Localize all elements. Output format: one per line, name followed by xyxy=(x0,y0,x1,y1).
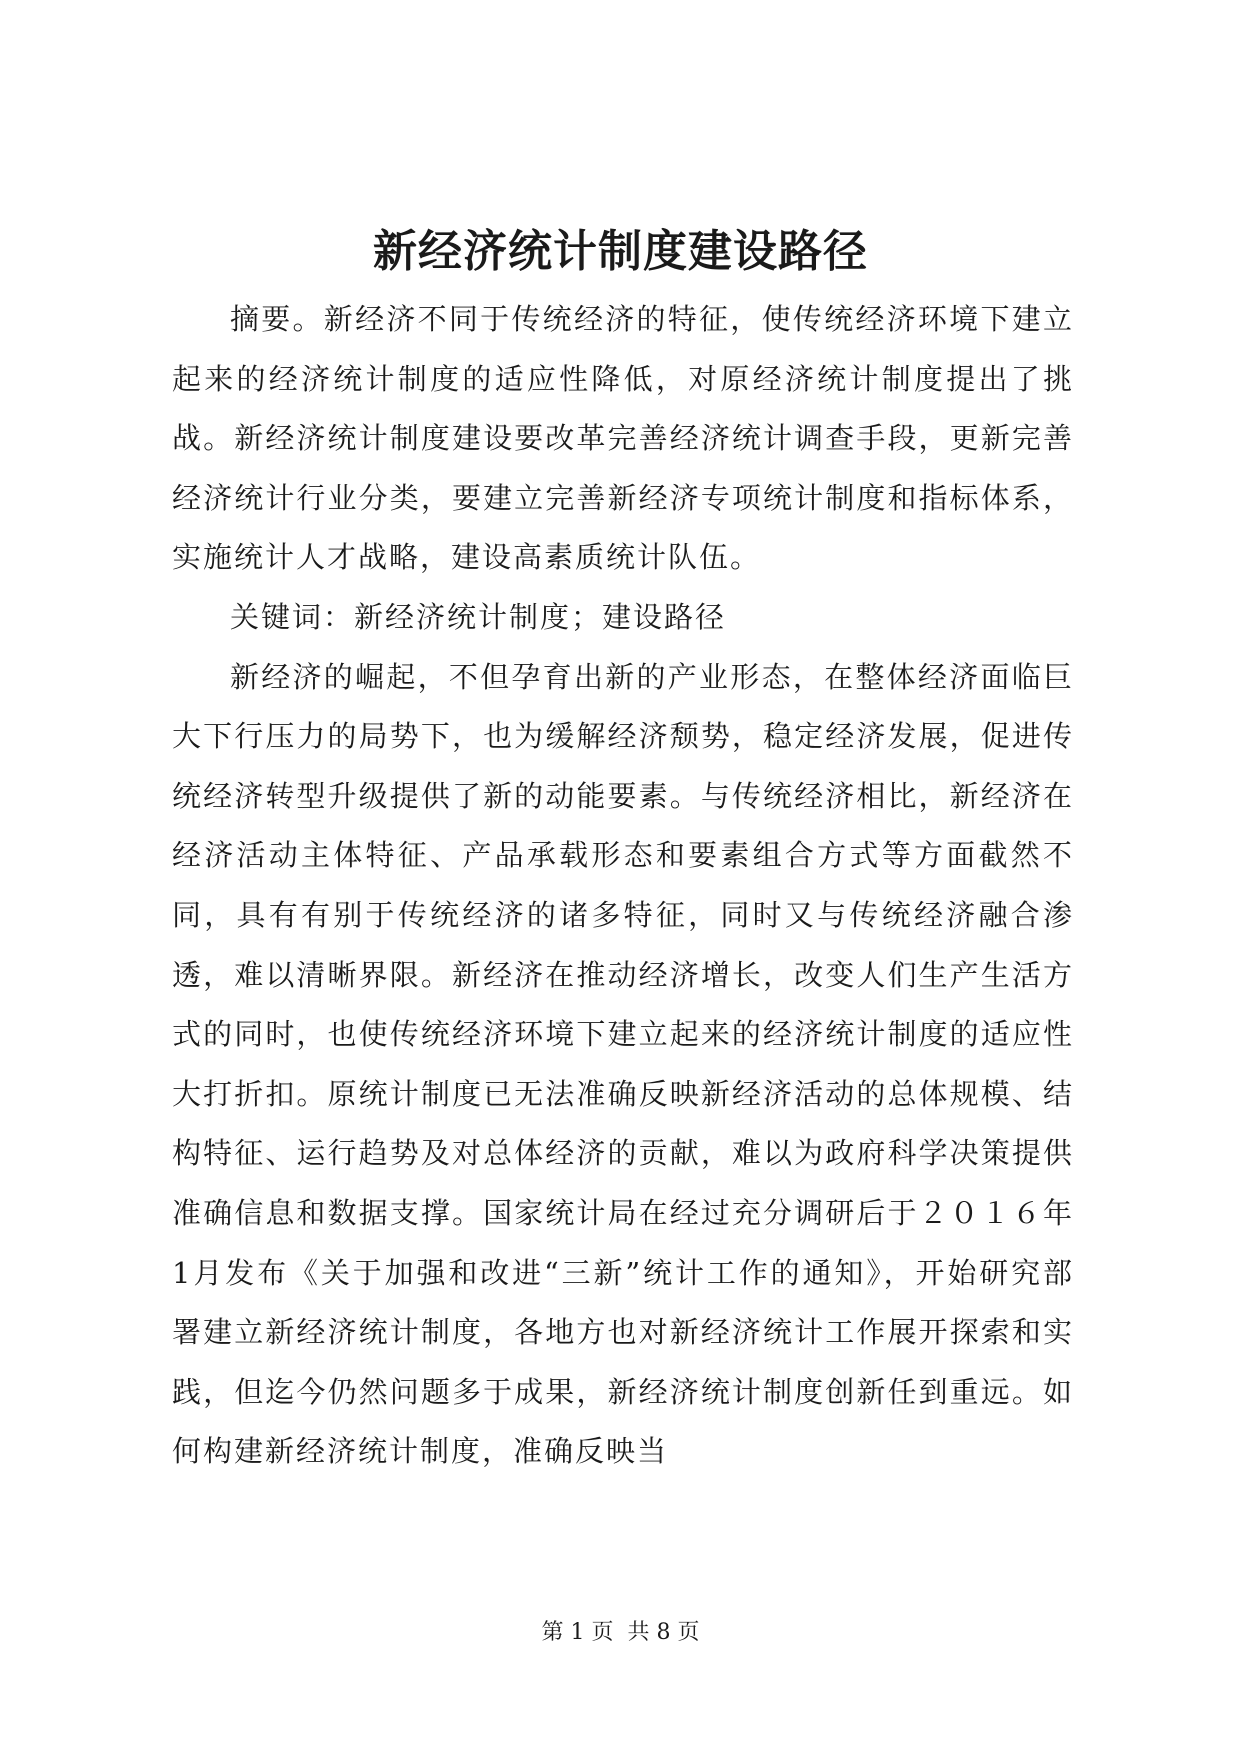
page-footer xyxy=(0,1618,1241,1648)
page-number: 第 1 页 共 8 页 xyxy=(541,1620,700,1645)
document-body xyxy=(172,290,1074,1482)
document-title: 新经济统计制度建设路径 xyxy=(373,226,868,277)
body-paragraph: 新经济的崛起，不但孕育出新的产业形态，在整体经济面临巨大下行压力的局势下，也为缓解经济颓势，稳定经济发展，促进传统经济转型升级提供了新的动能要素。与传统经济相比，新经济在经济活动主体特征、产品承载形态和要素组合方式等方面截然不同，具有有别于传统经济的诸多特征，同时又与传统经济融合渗透，难以清晰界限。新经济在推动经济增长，改变人们生产生活方式的同时，也使传统经济环境下建立起来的经济统计制度的适应性大打折扣。原统计制度已无法准确反映新经济活动的总体规模、结构特征、运行趋势及对总体经济的贡献，难以为政府科学决策提供准确信息和数据支撑。国家统计局在经过充分调研后于２０１６年1月发布《关于加强和改进“三新”统计工作的通知》，开始研究部署建立新经济统计制度，各地方也对新经济统计工作展开探索和实践，但迄今仍然问题多于成果，新经济统计制度创新任到重远。如何构建新经济统计制度，准确反映当 xyxy=(172,659,1074,1469)
abstract-paragraph: 摘要。新经济不同于传统经济的特征，使传统经济环境下建立起来的经济统计制度的适应性降低，对原经济统计制度提出了挑战。新经济统计制度建设要改革完善经济统计调查手段，更新完善经济统计行业分类，要建立完善新经济专项统计制度和指标体系，实施统计人才战略，建设高素质统计队伍。 xyxy=(172,302,1074,575)
keywords-paragraph: 关键词：新经济统计制度；建设路径 xyxy=(230,599,727,634)
